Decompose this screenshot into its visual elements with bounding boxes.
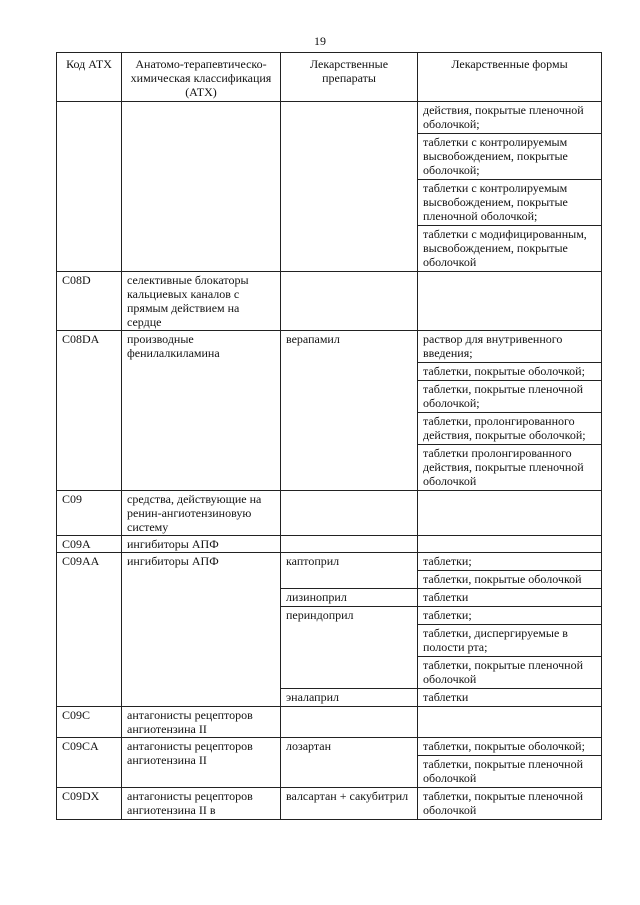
table-row [57,738,602,788]
forms-cell [418,738,602,788]
forms-cell [418,102,602,272]
forms-cell [418,272,602,331]
classification-cell: ингибиторы АПФ [122,553,281,707]
header-forms: Лекарственные формы [418,53,602,102]
classification-cell: производные фенилалкиламина [122,331,281,491]
code-cell: C09A [57,536,122,553]
code-cell: C09 [57,491,122,536]
form-item: таблетки, покрытые оболочкой; [418,362,601,380]
form-item: таблетки, покрытые пленочной оболочкой; [418,380,601,412]
code-cell: C09C [57,707,122,738]
form-item: таблетки с контролируемым высвобождением, покрытые оболочкой; [418,133,601,179]
header-code: Код АТХ [57,53,122,102]
form-item: таблетки с контролируемым высвобождением, покрытые пленочной оболочкой; [418,179,601,225]
table-row [57,272,602,331]
form-item: таблетки [423,590,469,604]
classification-cell: средства, действующие на ренин-ангиотензиновую систему [122,491,281,536]
code-cell [57,102,122,272]
forms-cell [418,689,602,707]
form-item: таблетки; [423,554,472,568]
form-item: таблетки, пролонгированного действия, покрытые оболочкой; [418,412,601,444]
form-item: таблетки, покрытые оболочкой; [423,739,585,753]
table-row [57,553,602,589]
classification-cell: ингибиторы АПФ [122,536,281,553]
forms-cell [418,589,602,607]
form-item: действия, покрытые пленочной оболочкой; [423,103,584,131]
drug-cell: валсартан + сакубитрил [281,788,418,820]
drug-cell [281,536,418,553]
atx-table [56,52,602,820]
header-classification: Анатомо-терапевтическо-химическая классификация (АТХ) [122,53,281,102]
form-item: таблетки с модифицированным, высвобождением, покрытые оболочкой [418,225,601,271]
table-row [57,536,602,553]
drug-cell [281,707,418,738]
form-item: таблетки, диспергируемые в полости рта; [418,624,601,656]
forms-cell [418,536,602,553]
code-cell: C08DA [57,331,122,491]
classification-cell: антагонисты рецепторов ангиотензина II в [122,788,281,820]
code-cell: C09CA [57,738,122,788]
forms-cell [418,707,602,738]
table-header-row [57,53,602,102]
form-item: таблетки, покрытые пленочной оболочкой [423,789,584,817]
form-item: таблетки; [423,608,472,622]
forms-cell [418,607,602,689]
forms-cell [418,788,602,820]
header-drugs: Лекарственные препараты [281,53,418,102]
table-row [57,102,602,272]
form-item: таблетки, покрытые пленочной оболочкой [418,755,601,787]
drug-cell [281,272,418,331]
forms-cell [418,491,602,536]
form-item: таблетки, покрытые оболочкой [418,570,601,588]
classification-cell [122,102,281,272]
forms-cell [418,553,602,589]
table-row [57,788,602,820]
code-cell: C09AA [57,553,122,707]
drug-cell: лозартан [281,738,418,788]
classification-cell: антагонисты рецепторов ангиотензина II [122,707,281,738]
drug-cell: каптоприл [281,553,418,589]
table-row [57,491,602,536]
table-row [57,331,602,491]
drug-cell: периндоприл [281,607,418,689]
form-item: таблетки [423,690,469,704]
forms-cell [418,331,602,491]
drug-cell: лизиноприл [281,589,418,607]
classification-cell: селективные блокаторы кальциевых каналов с прямым действием на сердце [122,272,281,331]
code-cell: C08D [57,272,122,331]
table-row [57,707,602,738]
drug-cell [281,102,418,272]
drug-cell [281,491,418,536]
drug-cell: верапамил [281,331,418,491]
page-number: 19 [314,34,326,48]
form-item: таблетки пролонгированного действия, покрытые пленочной оболочкой [418,444,601,490]
form-item: таблетки, покрытые пленочной оболочкой [418,656,601,688]
code-cell: C09DX [57,788,122,820]
classification-cell: антагонисты рецепторов ангиотензина II [122,738,281,788]
drug-cell: эналаприл [281,689,418,707]
form-item: раствор для внутривенного введения; [423,332,563,360]
